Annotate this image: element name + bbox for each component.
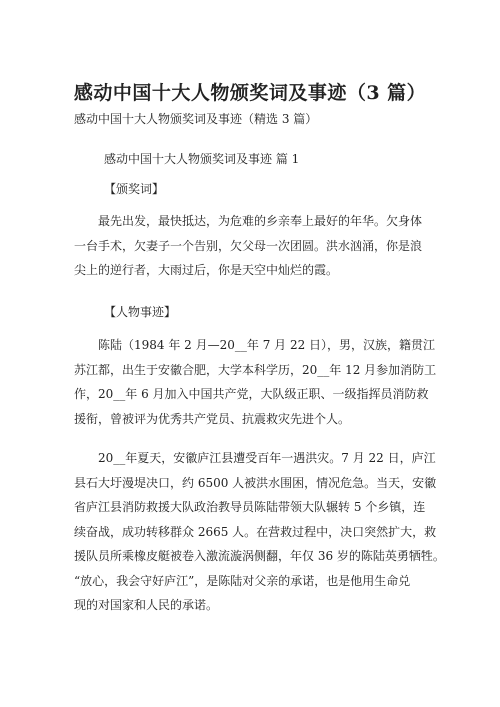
deeds-heading: 【人物事迹】 xyxy=(104,305,177,319)
award-heading: 【颁奖词】 xyxy=(104,182,165,196)
chapter-title: 感动中国十大人物颁奖词及事迹 篇 1 xyxy=(104,152,300,166)
story-paragraph xyxy=(74,446,445,618)
paragraph-line: 县石大圩漫堤决口，约 6500 人被洪水围困，情况危急。当天，安徽 xyxy=(74,475,437,490)
paragraph-line: 续奋战，成功转移群众 2665 人。在营救过程中，决口突然扩大，救 xyxy=(74,524,437,539)
paragraph-line: 援衔，曾被评为优秀共产党员、抗震救灾先进个人。 xyxy=(74,411,351,426)
paragraph-line: 现的对国家和人民的承诺。 xyxy=(74,598,219,612)
document-subtitle: 感动中国十大人物颁奖词及事迹（精选 3 篇） xyxy=(74,112,318,126)
paragraph-line: 陈陆（1984 年 2 月—20__年 7 月 22 日），男，汉族，籍贯江 xyxy=(98,338,436,352)
paragraph-line: 一台手术，欠妻子一个告别，欠父母一次团圆。洪水汹涌，你是浪 xyxy=(74,238,423,253)
paragraph-line: “放心，我会守好庐江”，是陈陆对父亲的承诺，也是他用生命兑 xyxy=(74,573,411,588)
paragraph-line: 20__年夏天，安徽庐江县遭受百年一遇洪灾。7 月 22 日，庐江 xyxy=(98,451,436,465)
paragraph-line: 苏江都，出生于安徽合肥，大学本科学历，20__年 12 月参加消防工 xyxy=(74,362,437,377)
paragraph-line: 作，20__年 6 月加入中国共产党，大队级正职、一级指挥员消防救 xyxy=(74,387,429,401)
paragraph-line: 援队员所乘橡皮艇被卷入激流漩涡侧翻，年仅 36 岁的陈陆英勇牺牲。 xyxy=(74,549,445,563)
award-paragraph xyxy=(74,209,434,283)
bio-paragraph xyxy=(74,333,437,431)
paragraph-line: 尖上的逆行者，大雨过后，你是天空中灿烂的霞。 xyxy=(74,263,339,277)
document-title: 感动中国十大人物颁奖词及事迹（3 篇） xyxy=(73,82,427,104)
paragraph-line: 最先出发，最快抵达，为危难的乡亲奉上最好的年华。欠身体 xyxy=(98,214,423,228)
paragraph-line: 省庐江县消防救援大队政治教导员陈陆带领大队辗转 5 个乡镇，连 xyxy=(74,500,426,514)
